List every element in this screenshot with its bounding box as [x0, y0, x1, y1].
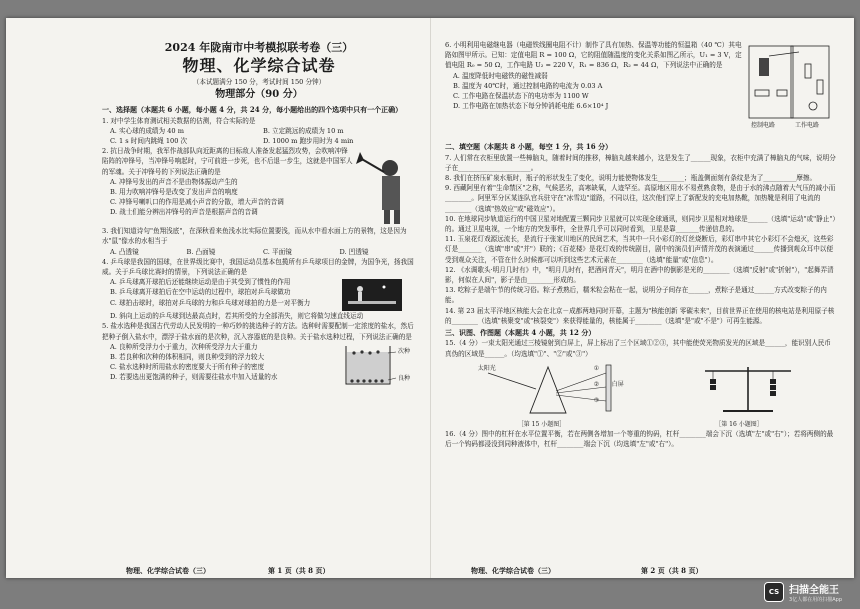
fig5-label-bottom: 良种 [398, 374, 411, 382]
option: C. 球拍击球时，球拍对乒乓球的力和乒乓球对球拍的力是一对平衡力 [110, 298, 311, 307]
fig15-caption: ［第 15 小题图］ [517, 420, 566, 428]
question-5: 5. 盐水选种是我国古代劳动人民发明的一种巧妙的挑选种子的方法。选种时需要配制一定浓度的盐水，然后把种子倒入盐水中，漂浮于盐水面的是次种，沉入容器底的是良种。关于盐水选种过程，下列说法正确的是 [102, 322, 414, 341]
question-10: 10. 在地球同步轨道运行的中国卫星对地配置三颗同步卫星就可以实现全球通讯，则同步卫星相对地球是______（选填"运动"或"静止"）的。通过卫星电视，一个地方的突发事件，全世界几乎可以同时看到，卫星是靠_______传递信息的。 [445, 214, 836, 233]
footer-page: 第 2 页（共 8 页） [641, 566, 703, 575]
question-13: 13. 吃粽子是端午节的传统习俗。粽子煮熟后，糯米粒会粘在一起，说明分子间存在______，煮粽子是通过______方式改变粽子的内能。 [445, 286, 827, 305]
option: D. 若要选出更饱满的种子，则需要往盐水中加入适量的水 [110, 373, 278, 382]
prism-diagram-icon [478, 359, 628, 417]
figures-row [445, 359, 836, 429]
option: A. 冲锋号发出的声音不是由物体振动产生的 [110, 177, 238, 186]
question-11: 11. 玉泉花灯戏源远流长，是流行于张家川地区的民间艺术，当其中一只小彩灯的灯丝烧断后，彩灯串中其它小彩灯不会熄灭，这些彩灯是_______（选填"串"或"并"）联的；《百花楼》是花灯戏的传统剧目，剧中的演员们声情并茂的表演通过______传播到观众耳中以便受到观众关注，不管在什么时候都可以听到这些艺术元素在________（选填"能量"或"信息"）。 [445, 235, 834, 264]
fig15-region-2: ② [593, 380, 600, 388]
circuit-diagram-icon [745, 40, 833, 128]
question-15: 15.（4 分）一束太阳光通过三棱镜射到白屏上，屏上标出了三个区域①②③，其中能使荧光物质发光的区域是______，能识别人民币真伪的区域是______。（均选填"①"、"②"或"③"） [445, 339, 832, 358]
option: B. 用力吹响冲锋号是改变了发出声音的响度 [110, 187, 238, 196]
page-1 [6, 18, 430, 578]
relay-circuit-figure [745, 40, 833, 140]
watermark-name: 扫描全能王 [789, 585, 840, 596]
fig16-caption: ［第 16 小题图］ [715, 420, 763, 428]
option: D. 1000 m 跑步用时为 4 min [263, 136, 354, 145]
section-2-heading: 二、填空题（本题共 8 小题，每空 1 分，共 16 分） [445, 142, 613, 151]
question-3-options [102, 247, 416, 257]
question-1-options [102, 136, 416, 146]
exam-subtitle: 物理、化学综合试卷 [182, 56, 336, 75]
beaker-icon [342, 342, 398, 386]
fig15-region-3: ③ [593, 396, 600, 404]
question-6-block [445, 40, 836, 140]
question-9: 9. 西藏阿里有着"生命禁区"之称，气候恶劣，高寒缺氧，人迹罕至。高原地区用水不易煮熟食物，是由于水的沸点随着大气压的减小而________。阿里军分区某连队官兵驻守在"冰雪边"道路，不同以往，这次他们穿上了新配发的充电加热靴，加热靴是利用了电流的________（选填"热效应"或"磁效应"）。 [445, 184, 836, 213]
question-1-options [102, 126, 416, 136]
footer-page: 第 1 页（共 8 页） [268, 566, 330, 575]
scanner-watermark [764, 581, 842, 603]
option: B. 凸面镜 [186, 247, 216, 256]
option: D. 斜向上运动的乒乓球到达最高点时，若其所受的力全部消失，则它将做匀速直线运动 [110, 312, 364, 321]
question-6: 6. 小明利用电磁继电器（电磁铁线圈电阻不计）制作了具有加热、保温等功能的恒温箱（40 ℃）其电路如图甲所示。已知：定值电阻 R = 100 Ω，它的阻值随温度的变化关系如图乙所示，U₁ = 3 V，定值电阻 R₀ = 50 Ω，工作电路 U₂ = 220 V，R₁ = 836 Ω，R₂ = 44 Ω，下列说法中正确的是 [445, 41, 742, 70]
option: B. 若良种和次种的体积相同，则良种受到的浮力较大 [110, 352, 265, 361]
seed-beaker-figure [342, 342, 412, 386]
option: A. 温度降低时电磁铁的磁性减弱 [453, 71, 548, 80]
option: A. 良种所受浮力小于重力，次种所受浮力大于重力 [110, 342, 258, 351]
question-4: 4. 乒乓球是我国的国球，在世界级比赛中，我国运动员基本包揽所有乒乓球项目的金牌，为国争光，扬我国威。关于乒乓球比赛时的情景，下列说法正确的是 [102, 257, 414, 276]
fig6-label-control: 控制电路 [751, 122, 776, 129]
option: B. 乒乓球离开球拍后在空中运动的过程中，球拍对乒乓球做功 [110, 288, 291, 297]
page-2 [430, 18, 854, 578]
part-heading: 物理部分（90 分） [215, 89, 303, 100]
watermark-sub: 3亿人都在用的扫描App [789, 597, 842, 603]
option: D. 战士们能分辨出冲锋号的声音是根据声音的音调 [110, 208, 258, 217]
table-tennis-figure [342, 279, 402, 311]
exam-info: （本试题满分 150 分，考试时间 150 分钟） [192, 78, 326, 86]
exam-title: 2024 年陇南市中考模拟联考卷（三） [164, 41, 354, 54]
question-1: 1. 对中学生体育测试相关数据的估测，符合实际的是 [102, 116, 256, 125]
footer-title: 物理、化学综合试卷（三） [126, 566, 210, 575]
lever-figure [693, 359, 803, 429]
prism-figure [478, 359, 628, 429]
camscanner-logo-icon: CS [764, 582, 784, 602]
question-2-block [102, 146, 416, 226]
section-3-heading: 三、识图、作图题（本题共 4 小题，共 12 分） [445, 327, 596, 337]
fig15-screen-label: 白屏 [611, 380, 624, 388]
section-1-heading: 一、选择题（本题共 6 小题，每小题 4 分，共 24 分，每小题给出的四个选项中只有一个正确） [102, 105, 403, 114]
fig15-sunlight-label: 太阳光 [477, 364, 496, 372]
option: C. 盐水选种时所用盐水的密度要大于所有种子的密度 [110, 363, 265, 372]
question-12: 12. 《水调歌头·明月几时有》中，"明月几时有，把酒问青天"，明月在酒中的倒影是光的________（选填"反射"或"折射"），"起舞弄清影，何似在人间"，影子是由________形成的。 [445, 265, 834, 284]
footer-title: 物理、化学综合试卷（三） [471, 566, 555, 575]
question-14: 14. 第 23 届太平洋地区核能大会在北京－成都两地同时开幕，主题为"核能创新 零碳未来"，目前世界正在使用的核电站是利用原子核的________（选填"核聚变"或"核裂变"）来获得能量的，核能属于________（选填"是"或"不是"）可再生能源。 [445, 306, 835, 325]
question-16: 16.（4 分）图中的杠杆在水平位置平衡，若在两侧各增加一个等重的钩码，杠杆________端会下沉（选填"左"或"右"）；若将两侧的最后一个钩码都浸没到同种液体中，杠杆________端会下沉（均选填"左"或"右"）。 [445, 429, 834, 449]
question-3: 3. 我们知道诗句"鱼翔浅底"，在深秋看来鱼浅水比实际位置要浅，而从水中看水面上方的景物，这是因为水"鼠"像水的水相当于 [102, 227, 407, 246]
option: B. 立定跳远的成绩为 10 m [263, 126, 344, 135]
option: A. 乒乓球离开球拍后还能继续运动是由于其受到了惯性的作用 [110, 278, 291, 287]
option: C. 冲锋号喇叭口的作用是减小声音的分散，增大声音的音调 [110, 198, 284, 207]
option: B. 温度为 40℃时，通过控制电路的电流为 0.03 A [453, 81, 603, 90]
option: A. 凸透镜 [110, 247, 139, 256]
fig6-label-work: 工作电路 [795, 122, 820, 129]
exam-sheet [6, 18, 854, 578]
option: D. 凹透镜 [339, 247, 369, 256]
question-8: 8. 我们在挤压矿泉水瓶时，瓶子的形状发生了变化，说明力能使物体发生________；瓶盖侧面刻有条纹是为了__________摩擦。 [445, 173, 817, 182]
option: C. 工作电路在保温状态下的电功率为 1100 W [453, 92, 589, 101]
fig15-region-1: ① [593, 364, 600, 372]
question-2: 2. 抗日战争时期，我军作战部队向近距离的目标敌人准备发起猛烈攻势，会吹响冲锋陷阵的冲锋号，当冲锋号响起时，宁可前进一步死，也不后退一步生，这就是中国军人的军魂。关于冲锋号的下列说法正确的是 [102, 147, 353, 176]
bugler-figure [354, 146, 414, 226]
question-4-options-block [102, 277, 416, 311]
question-5-options-block [102, 342, 416, 386]
option: C. 1 s 时间内跳绳 100 次 [110, 136, 188, 145]
option: C. 平面镜 [263, 247, 292, 256]
option: D. 工作电路在加热状态下每分钟消耗电能 6.6×10⁴ J [453, 102, 609, 111]
lever-diagram-icon [693, 359, 803, 417]
fig5-label-top: 次种 [398, 347, 411, 355]
question-7: 7. 人们常在衣柜里放置一些樟脑丸，随着时间的推移，樟脑丸越来越小，这是发生了______现象，衣柜中充满了樟脑丸的气味，说明分子在______________________。 [445, 153, 836, 172]
option: A. 实心球的成绩为 40 m [110, 126, 184, 135]
